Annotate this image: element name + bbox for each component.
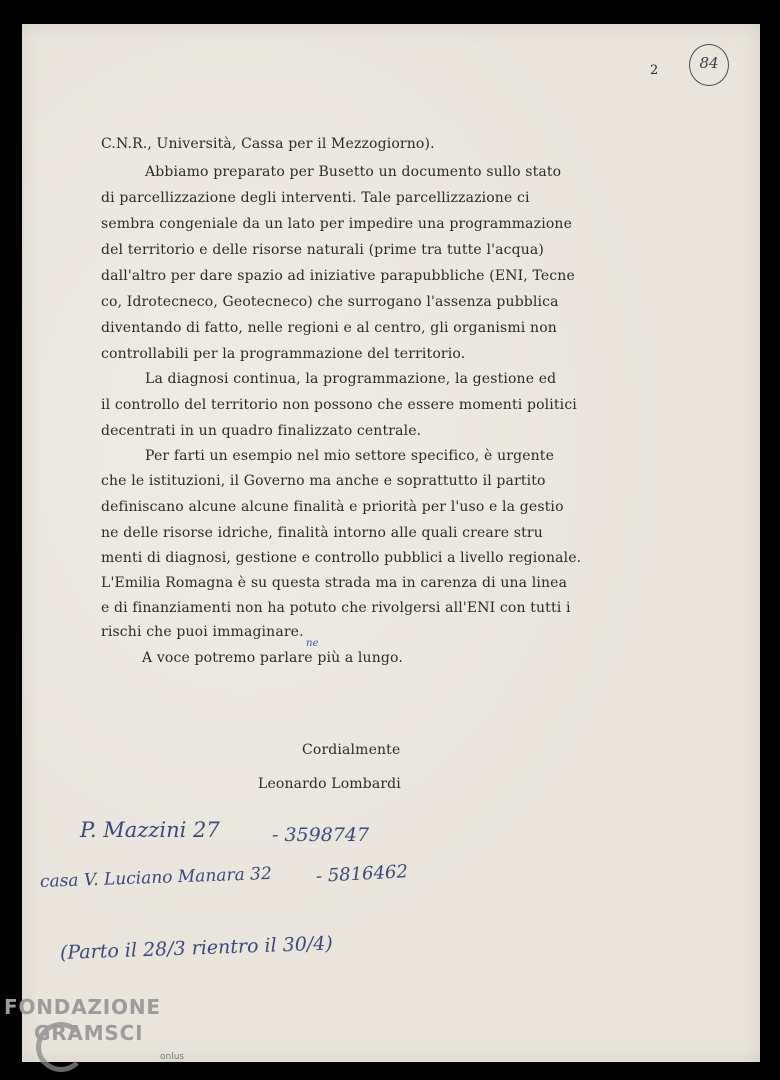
signature: Leonardo Lombardi [258, 776, 401, 792]
text-line: di parcellizzazione degli interventi. Tale parcellizzazione ci [101, 190, 530, 206]
handwritten-travel-note: (Parto il 28/3 rientro il 30/4) [59, 932, 334, 964]
text-line: del territorio e delle risorse naturali (prime tra tutte l'acqua) [101, 242, 544, 258]
watermark-suffix: onlus [160, 1052, 185, 1062]
watermark-line-1: FONDAZIONE [4, 995, 161, 1019]
handwritten-home-address: casa V. Luciano Manara 32 [39, 863, 273, 892]
handwritten-home-phone: - 5816462 [315, 861, 409, 887]
text-line: menti di diagnosi, gestione e controllo pubblici a livello regionale. [101, 550, 582, 566]
page-number: 2 [650, 63, 659, 78]
text-line: L'Emilia Romagna è su questa strada ma in carenza di una linea [101, 575, 568, 591]
opening-line: C.N.R., Università, Cassa per il Mezzogiorno). [101, 136, 435, 152]
text-line: La diagnosi continua, la programmazione, la gestione ed [145, 371, 557, 387]
handwritten-office-address: P. Mazzini 27 [80, 818, 220, 842]
text-line: A voce potremo parlare più a lungo. [142, 650, 403, 666]
text-line: che le istituzioni, il Governo ma anche e soprattutto il partito [101, 473, 546, 489]
watermark-line-2: GRAMSCI [34, 1021, 144, 1045]
text-line: il controllo del territorio non possono che essere momenti politici [101, 397, 577, 413]
text-line: Abbiamo preparato per Busetto un documento sullo stato [145, 164, 562, 180]
closing: Cordialmente [302, 742, 401, 758]
text-line: definiscano alcune alcune finalità e priorità per l'uso e la gestio [101, 499, 564, 515]
text-line: ne delle risorse idriche, finalità intorno alle quali creare stru [101, 525, 543, 541]
text-line: dall'altro per dare spazio ad iniziative parapubbliche (ENI, Tecne [101, 268, 575, 284]
text-line: e di finanziamenti non ha potuto che rivolgersi all'ENI con tutti i [101, 600, 571, 616]
text-line: sembra congeniale da un lato per impedire una programmazione [101, 216, 573, 232]
text-line: diventando di fatto, nelle regioni e al centro, gli organismi non [101, 320, 557, 336]
text-line: controllabili per la programmazione del territorio. [101, 346, 466, 362]
handwritten-insertion: ne [306, 638, 319, 649]
text-line: Per farti un esempio nel mio settore specifico, è urgente [145, 448, 555, 464]
handwritten-office-phone: - 3598747 [272, 824, 370, 846]
watermark [4, 995, 161, 1045]
archive-number: 84 [699, 54, 719, 72]
text-line: co, Idrotecneco, Geotecneco) che surrogano l'assenza pubblica [101, 294, 559, 310]
text-line: decentrati in un quadro finalizzato centrale. [101, 423, 422, 439]
text-line: rischi che puoi immaginare. [101, 624, 304, 640]
archive-number-stamp [689, 44, 729, 86]
